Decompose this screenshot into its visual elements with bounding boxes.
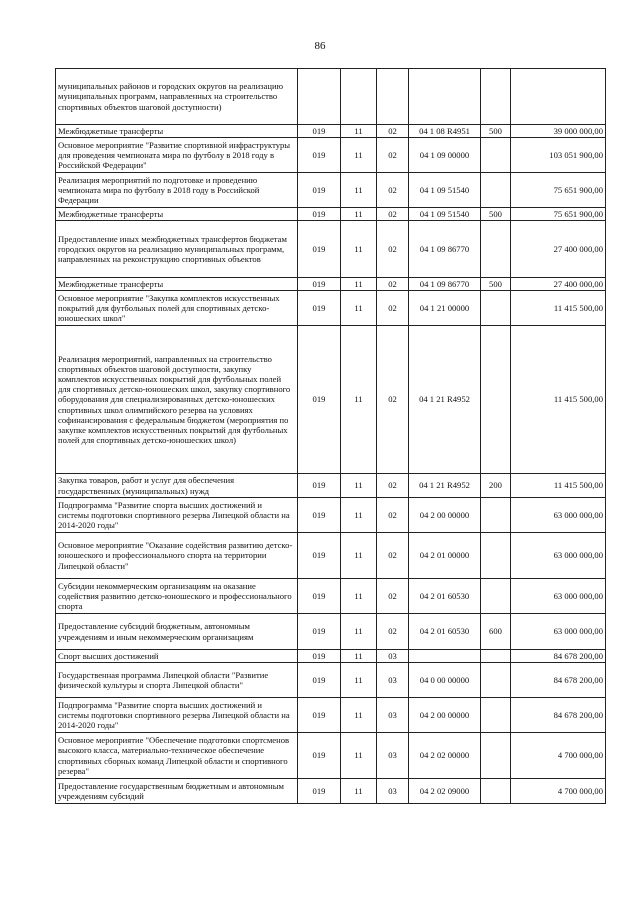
ministry-code: 019 [298,533,341,579]
section-code: 11 [341,733,377,779]
section-code: 11 [341,138,377,173]
subsection-code: 02 [377,474,409,498]
target-article: 04 1 09 51540 [409,173,481,208]
amount: 63 000 000,00 [511,498,606,533]
section-code: 11 [341,208,377,221]
ministry-code: 019 [298,498,341,533]
row-name: Спорт высших достижений [56,650,298,663]
ministry-code: 019 [298,278,341,291]
section-code: 11 [341,579,377,614]
row-name: Предоставление иных межбюджетных трансфертов бюджетам городских округов на реализацию муниципальных программ, направленных на реконструкцию спортивных объектов [56,221,298,278]
subsection-code: 03 [377,663,409,698]
subsection-code: 02 [377,208,409,221]
ministry-code: 019 [298,138,341,173]
subsection-code: 02 [377,291,409,326]
amount: 75 651 900,00 [511,173,606,208]
amount [511,69,606,125]
target-article: 04 2 01 00000 [409,533,481,579]
row-name: Закупка товаров, работ и услуг для обеспечения государственных (муниципальных) нужд [56,474,298,498]
table-row [56,138,606,173]
row-name: Подпрограмма "Развитие спорта высших достижений и системы подготовки спортивного резерва Липецкой области на 2014-2020 годы" [56,698,298,733]
table-row [56,733,606,779]
ministry-code: 019 [298,614,341,650]
section-code: 11 [341,779,377,804]
table-row [56,779,606,804]
row-name: Основное мероприятие "Обеспечение подготовки спортсменов высокого класса, материально-техническое обеспечение спортивных сборных команд Липецкой области и спортивного резерва" [56,733,298,779]
subsection-code: 03 [377,650,409,663]
subsection-code: 03 [377,779,409,804]
section-code: 11 [341,663,377,698]
expense-type [481,650,511,663]
section-code: 11 [341,498,377,533]
subsection-code: 02 [377,125,409,138]
subsection-code: 02 [377,498,409,533]
budget-table-body [56,69,606,804]
expense-type [481,698,511,733]
expense-type [481,779,511,804]
section-code: 11 [341,278,377,291]
target-article: 04 1 09 51540 [409,208,481,221]
target-article: 04 1 21 00000 [409,291,481,326]
subsection-code: 02 [377,326,409,474]
ministry-code: 019 [298,125,341,138]
target-article: 04 2 02 00000 [409,733,481,779]
table-row [56,125,606,138]
subsection-code: 03 [377,698,409,733]
amount: 63 000 000,00 [511,579,606,614]
row-name: муниципальных районов и городских округов на реализацию муниципальных программ, направленных на строительство спортивных объектов шаговой доступности) [56,69,298,125]
section-code: 11 [341,221,377,278]
amount: 11 415 500,00 [511,474,606,498]
target-article: 04 1 21 R4952 [409,474,481,498]
section-code: 11 [341,474,377,498]
row-name: Государственная программа Липецкой области "Развитие физической культуры и спорта Липецкой области" [56,663,298,698]
row-name: Реализация мероприятий, направленных на строительство спортивных объектов шаговой доступности, закупку комплектов искусственных покрытий для футбольных полей для спортивных детско-юношеских школ, закупку спортивного оборудования для специализированных детско-юношеских спортивных школ олимпийского резерва на условиях софинансирования с федеральным бюджетом (мероприятия по закупке комплектов искусственных покрытий для футбольных полей для спортивных детско-юношеских школ) [56,326,298,474]
target-article [409,69,481,125]
expense-type [481,173,511,208]
table-row [56,69,606,125]
amount: 11 415 500,00 [511,326,606,474]
section-code: 11 [341,173,377,208]
ministry-code: 019 [298,733,341,779]
ministry-code: 019 [298,579,341,614]
expense-type [481,138,511,173]
expense-type [481,291,511,326]
subsection-code [377,69,409,125]
section-code: 11 [341,614,377,650]
expense-type: 600 [481,614,511,650]
table-row [56,278,606,291]
amount: 75 651 900,00 [511,208,606,221]
subsection-code: 02 [377,278,409,291]
table-row [56,498,606,533]
section-code [341,69,377,125]
ministry-code [298,69,341,125]
expense-type [481,326,511,474]
row-name: Реализация мероприятий по подготовке и проведению чемпионата мира по футболу в 2018 году в Российской Федерации [56,173,298,208]
amount: 84 678 200,00 [511,663,606,698]
table-row [56,698,606,733]
table-row [56,221,606,278]
subsection-code: 02 [377,614,409,650]
amount: 103 051 900,00 [511,138,606,173]
row-name: Межбюджетные трансферты [56,125,298,138]
amount: 84 678 200,00 [511,698,606,733]
target-article: 04 1 09 00000 [409,138,481,173]
row-name: Основное мероприятие "Закупка комплектов искусственных покрытий для футбольных полей для спортивных детско-юношеских школ" [56,291,298,326]
row-name: Основное мероприятие "Развитие спортивной инфраструктуры для проведения чемпионата мира по футболу в 2018 году в Российской Федерации" [56,138,298,173]
amount: 63 000 000,00 [511,614,606,650]
subsection-code: 02 [377,173,409,208]
expense-type [481,533,511,579]
ministry-code: 019 [298,474,341,498]
row-name: Межбюджетные трансферты [56,278,298,291]
ministry-code: 019 [298,208,341,221]
page-number: 86 [314,40,326,52]
ministry-code: 019 [298,221,341,278]
target-article: 04 0 00 00000 [409,663,481,698]
subsection-code: 02 [377,221,409,278]
expense-type: 500 [481,278,511,291]
table-row [56,614,606,650]
expense-type [481,498,511,533]
amount: 4 700 000,00 [511,779,606,804]
row-name: Субсидии некоммерческим организациям на оказание содействия развитию детско-юношеского и профессионального спорта [56,579,298,614]
amount: 63 000 000,00 [511,533,606,579]
row-name: Подпрограмма "Развитие спорта высших достижений и системы подготовки спортивного резерва Липецкой области на 2014-2020 годы" [56,498,298,533]
expense-type: 200 [481,474,511,498]
subsection-code: 02 [377,533,409,579]
target-article: 04 2 02 09000 [409,779,481,804]
table-row [56,533,606,579]
amount: 11 415 500,00 [511,291,606,326]
target-article: 04 1 08 R4951 [409,125,481,138]
expense-type: 500 [481,208,511,221]
target-article [409,650,481,663]
table-row [56,173,606,208]
ministry-code: 019 [298,650,341,663]
ministry-code: 019 [298,779,341,804]
budget-table [55,68,606,804]
expense-type [481,733,511,779]
amount: 84 678 200,00 [511,650,606,663]
expense-type: 500 [481,125,511,138]
table-row [56,650,606,663]
target-article: 04 2 00 00000 [409,698,481,733]
ministry-code: 019 [298,291,341,326]
table-row [56,663,606,698]
expense-type [481,221,511,278]
ministry-code: 019 [298,698,341,733]
target-article: 04 1 09 86770 [409,278,481,291]
table-row [56,474,606,498]
expense-type [481,579,511,614]
amount: 27 400 000,00 [511,278,606,291]
subsection-code: 03 [377,733,409,779]
section-code: 11 [341,125,377,138]
table-row [56,579,606,614]
amount: 39 000 000,00 [511,125,606,138]
ministry-code: 019 [298,326,341,474]
ministry-code: 019 [298,663,341,698]
subsection-code: 02 [377,138,409,173]
row-name: Предоставление субсидий бюджетным, автономным учреждениям и иным некоммерческим организациям [56,614,298,650]
ministry-code: 019 [298,173,341,208]
target-article: 04 1 09 86770 [409,221,481,278]
table-row [56,326,606,474]
target-article: 04 1 21 R4952 [409,326,481,474]
table-row [56,291,606,326]
table-row [56,208,606,221]
amount: 4 700 000,00 [511,733,606,779]
section-code: 11 [341,650,377,663]
section-code: 11 [341,533,377,579]
row-name: Основное мероприятие "Оказание содействия развитию детско-юношеского и профессионального спорта на территории Липецкой области" [56,533,298,579]
expense-type [481,663,511,698]
section-code: 11 [341,326,377,474]
target-article: 04 2 01 60530 [409,579,481,614]
target-article: 04 2 00 00000 [409,498,481,533]
amount: 27 400 000,00 [511,221,606,278]
row-name: Межбюджетные трансферты [56,208,298,221]
target-article: 04 2 01 60530 [409,614,481,650]
section-code: 11 [341,291,377,326]
row-name: Предоставление государственным бюджетным и автономным учреждениям субсидий [56,779,298,804]
section-code: 11 [341,698,377,733]
expense-type [481,69,511,125]
subsection-code: 02 [377,579,409,614]
